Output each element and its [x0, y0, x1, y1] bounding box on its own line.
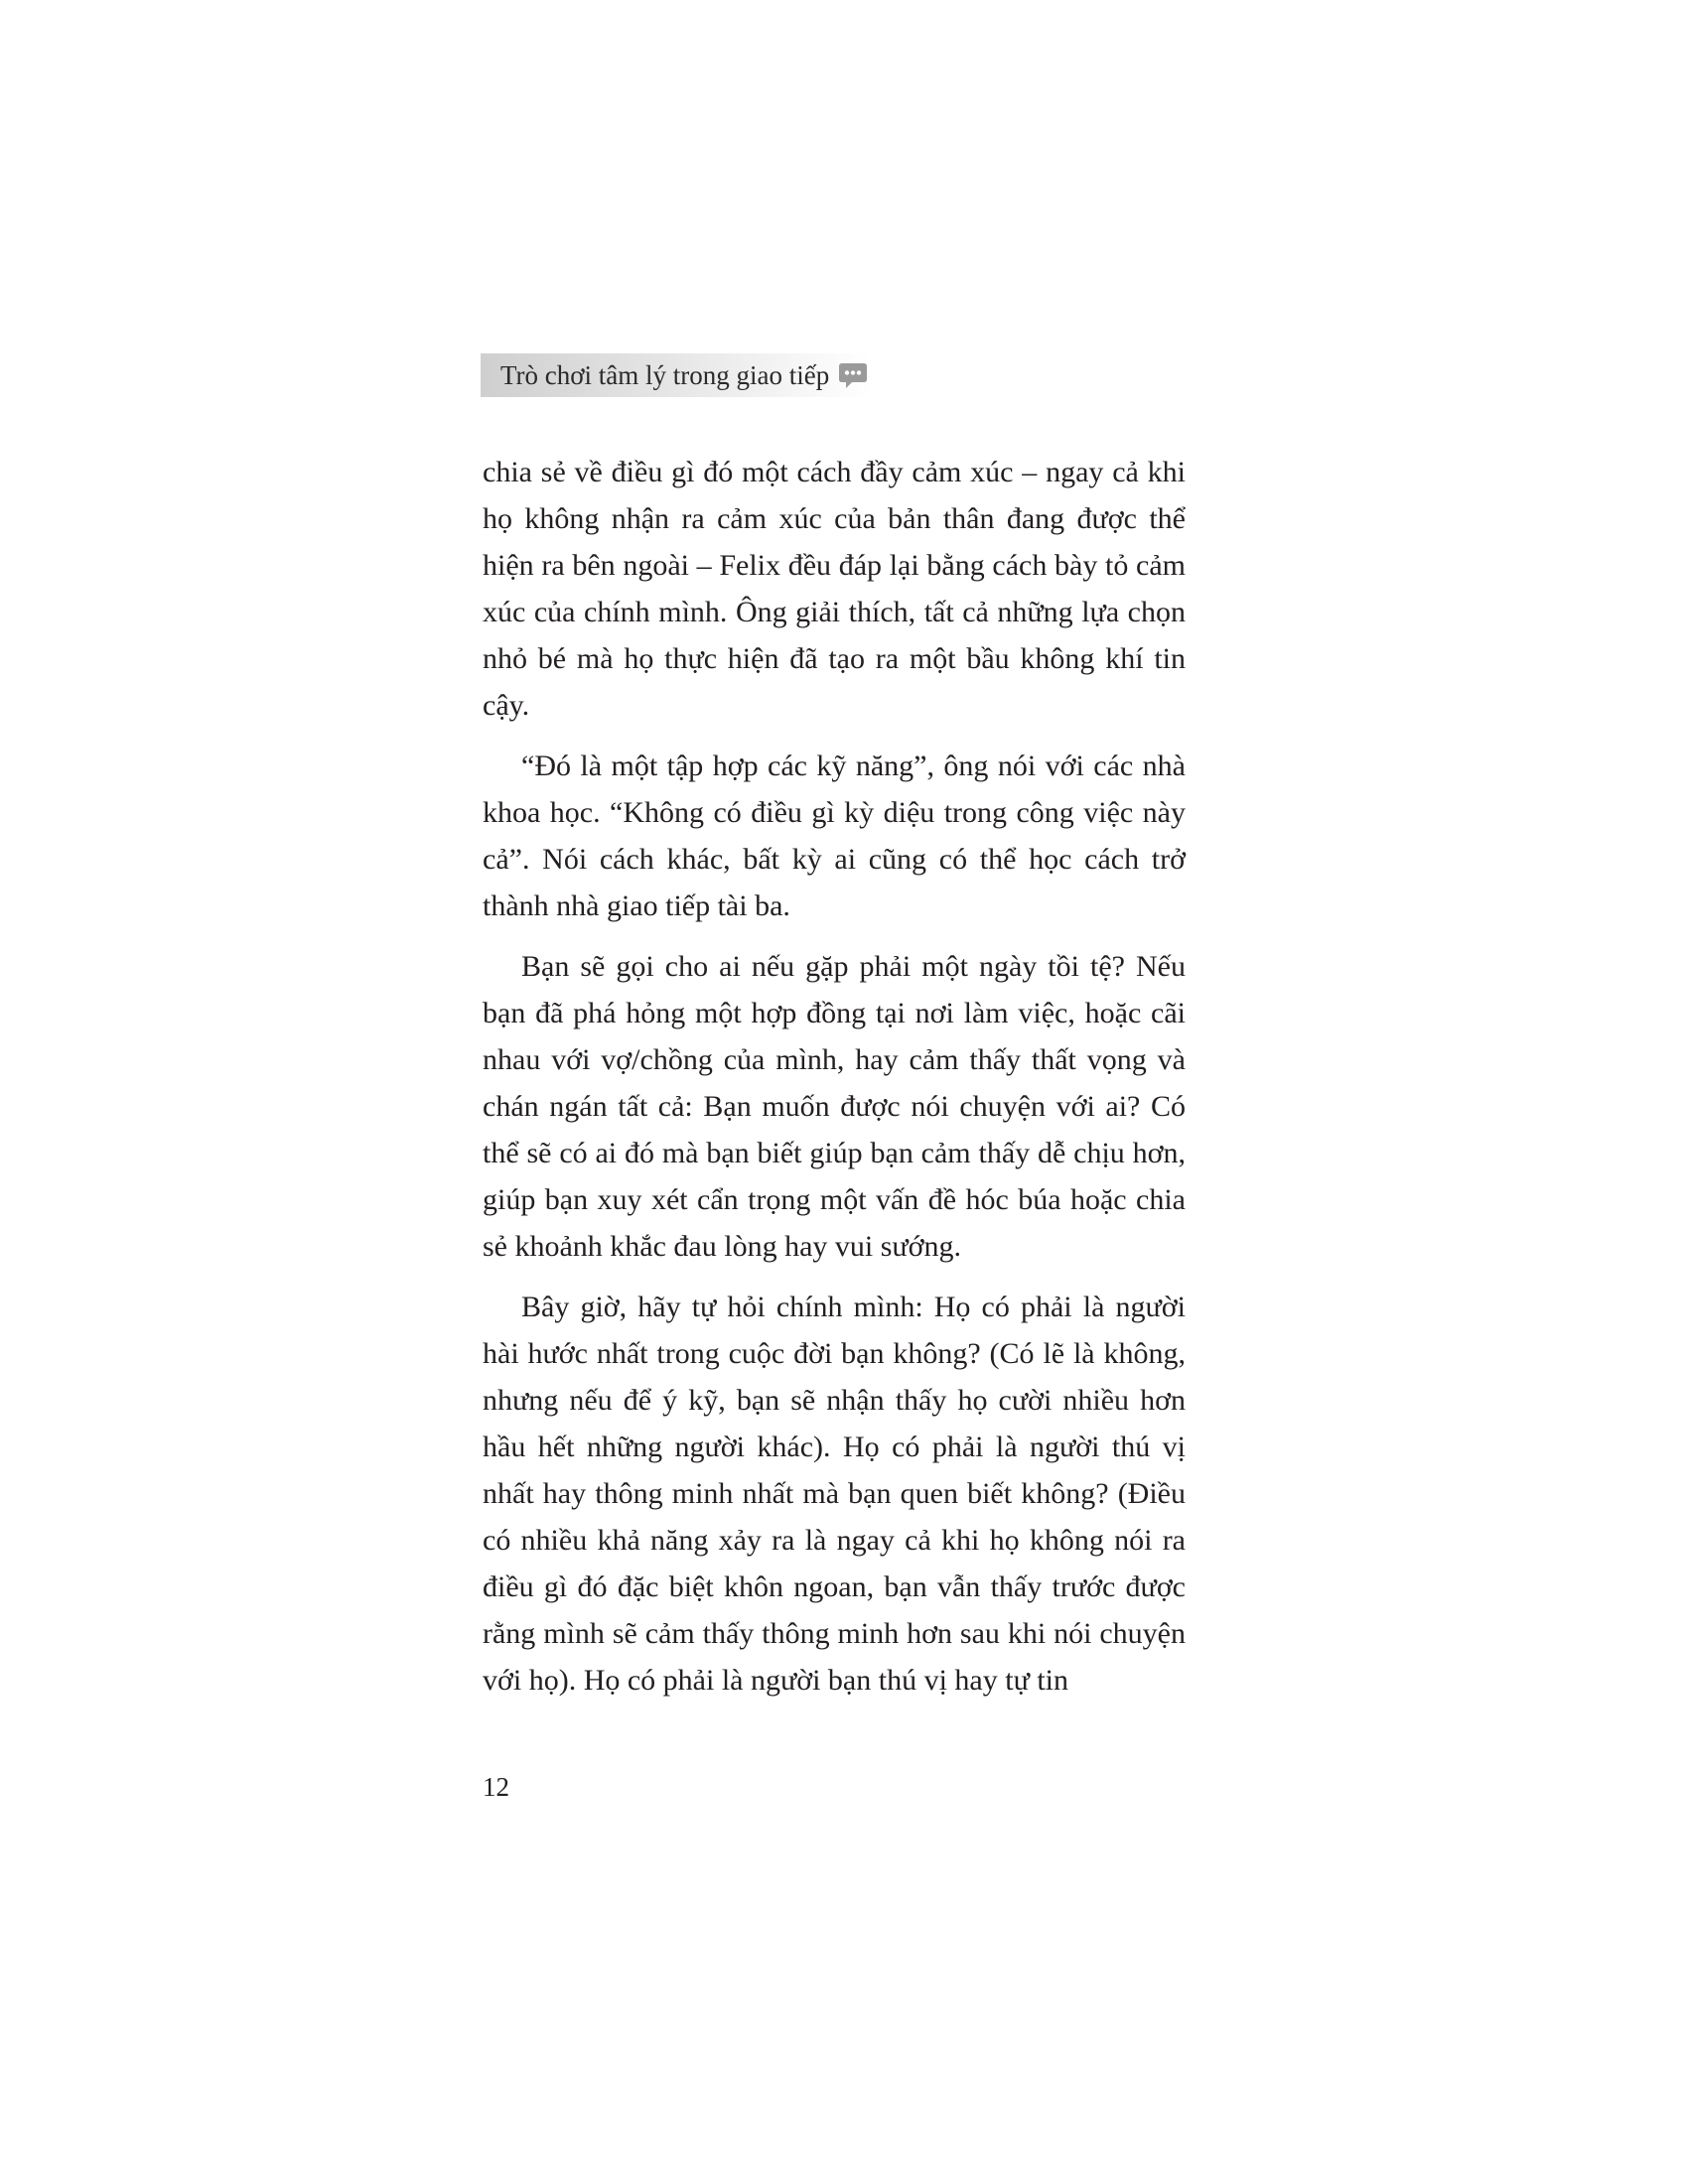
paragraph-4: Bây giờ, hãy tự hỏi chính mình: Họ có phải là người hài hước nhất trong cuộc đời bạn không? (Có lẽ là không, nhưng nếu để ý kỹ, bạn sẽ nhận thấy họ cười nhiều hơn hầu hết những người khác). Họ có phải là người thú vị nhất hay thông minh nhất mà bạn quen biết không? (Điều có nhiều khả năng xảy ra là ngay cả khi họ không nói ra điều gì đó đặc biệt khôn ngoan, bạn vẫn thấy trước được rằng mình sẽ cảm thấy thông minh hơn sau khi nói chuyện với họ). Họ có phải là người bạn thú vị hay tự tin — [483, 1291, 1186, 1697]
paragraph-3: Bạn sẽ gọi cho ai nếu gặp phải một ngày tồi tệ? Nếu bạn đã phá hỏng một hợp đồng tại nơi làm việc, hoặc cãi nhau với vợ/chồng của mình, hay cảm thấy thất vọng và chán ngán tất cả: Bạn muốn được nói chuyện với ai? Có thể sẽ có ai đó mà bạn biết giúp bạn cảm thấy dễ chịu hơn, giúp bạn xuy xét cẩn trọng một vấn đề hóc búa hoặc chia sẻ khoảnh khắc đau lòng hay vui sướng. — [483, 950, 1186, 1263]
running-header-title: Trò chơi tâm lý trong giao tiếp — [500, 360, 830, 390]
running-header — [481, 353, 872, 397]
paragraph-1: chia sẻ về điều gì đó một cách đầy cảm xúc – ngay cả khi họ không nhận ra cảm xúc của bản thân đang được thể hiện ra bên ngoài – Felix đều đáp lại bằng cách bày tỏ cảm xúc của chính mình. Ông giải thích, tất cả những lựa chọn nhỏ bé mà họ thực hiện đã tạo ra một bầu không khí tin cậy. — [483, 456, 1186, 722]
page-number: 12 — [483, 1772, 509, 1802]
paragraph-2: “Đó là một tập hợp các kỹ năng”, ông nói với các nhà khoa học. “Không có điều gì kỳ diệu trong công việc này cả”. Nói cách khác, bất kỳ ai cũng có thể học cách trở thành nhà giao tiếp tài ba. — [483, 750, 1186, 922]
chat-bubble-icon — [837, 359, 869, 391]
body-text — [483, 449, 1186, 1717]
